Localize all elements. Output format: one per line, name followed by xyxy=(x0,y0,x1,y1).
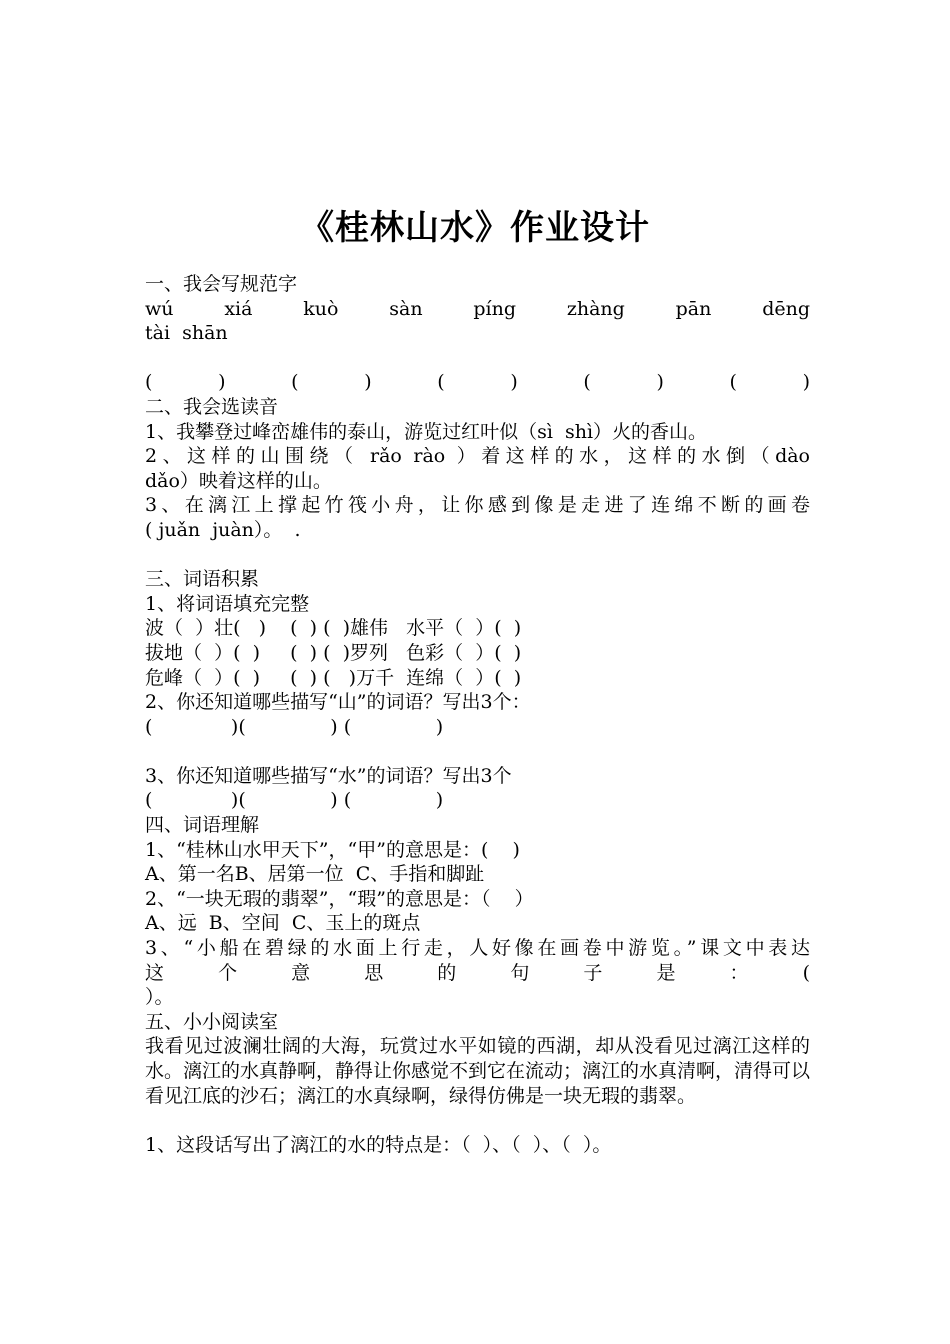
fill-row-2: 拔地（ ）( ) ( ) ( )罗列 色彩（ ）( ) xyxy=(145,641,522,664)
pinyin-line-1: wú xiá kuò sàn píng zhàng pān dēng xyxy=(145,297,810,320)
reading-passage: 我看见过波澜壮阔的大海，玩赏过水平如镜的西湖，却从没看见过漓江这样的水。漓江的水真静啊，静得让你感觉不到它在流动；漓江的水真清啊，清得可以看见江底的沙石；漓江的水真绿啊，绿得仿佛是一块无瑕的翡翠。 xyxy=(145,1035,811,1107)
document-body xyxy=(145,272,810,1157)
section-4-heading: 四、词语理解 xyxy=(145,814,260,837)
s3-question-2-blanks: ( )( ) ( ) xyxy=(145,715,444,738)
s2-question-3-line-1: 3、在漓江上撑起竹筏小舟，让你感到像是走进了连绵不断的画卷 xyxy=(145,494,810,517)
section-2-heading: 二、我会选读音 xyxy=(145,395,279,418)
s4-question-3-line-1: 3、“小船在碧绿的水面上行走，人好像在画卷中游览。”课文中表达 xyxy=(145,937,810,960)
s3-question-3: 3、你还知道哪些描写“水”的词语？写出3个 xyxy=(145,764,512,787)
s2-question-2-line-1: 2、这样的山围绕（ rǎo rào ）着这样的水，这样的水倒（dào xyxy=(145,445,810,468)
section-1-heading: 一、我会写规范字 xyxy=(145,273,298,295)
s3-question-2: 2、你还知道哪些描写“山”的词语？写出3个： xyxy=(145,691,531,714)
spacer xyxy=(145,346,810,371)
s4-question-3-line-2: 这 个 意 思 的 句 子 是 ： ( xyxy=(145,961,810,984)
s2-question-2-line-2: dǎo）映着这样的山。 xyxy=(145,469,332,492)
section-3-heading: 三、词语积累 xyxy=(145,568,260,591)
s2-question-1: 1、我攀登过峰峦雄伟的泰山，游览过红叶似（sì shì）火的香山。 xyxy=(145,420,708,443)
section-5-heading: 五、小小阅读室 xyxy=(145,1010,279,1033)
s4-question-3-line-3: ）。 xyxy=(145,986,174,1009)
s4-question-1: 1、“桂林山水甲天下”，“甲”的意思是：( ) xyxy=(145,838,520,861)
s4-question-2: 2、“一块无瑕的翡翠”，“瑕”的意思是：（ ） xyxy=(145,887,534,910)
fill-row-3: 危峰（ ）( ) ( ) ( )万千 连绵（ ）( ) xyxy=(145,666,522,689)
document-title: 《桂林山水》作业设计 xyxy=(300,208,650,248)
s4-question-2-options: A、远 B、空间 C、玉上的斑点 xyxy=(145,912,421,935)
spacer xyxy=(145,739,810,764)
s2-question-3-line-2: ( juǎn juàn）。 . xyxy=(145,518,301,541)
s5-question-1: 1、这段话写出了漓江的水的特点是：（ ）、（ ）、（ ）。 xyxy=(145,1133,612,1156)
spacer xyxy=(145,543,810,568)
s4-question-1-options: A、第一名B、居第一位 C、手指和脚趾 xyxy=(145,863,485,886)
pinyin-line-2: tài shān xyxy=(145,322,228,345)
writing-blanks: ( ) ( ) ( ) ( ) ( ) xyxy=(145,371,810,394)
s3-question-1-heading: 1、将词语填充完整 xyxy=(145,592,310,615)
fill-row-1: 波（ ）壮( ) ( ) ( )雄伟 水平（ ）( ) xyxy=(145,617,522,640)
s3-question-3-blanks: ( )( ) ( ) xyxy=(145,789,444,812)
spacer xyxy=(145,1108,810,1133)
